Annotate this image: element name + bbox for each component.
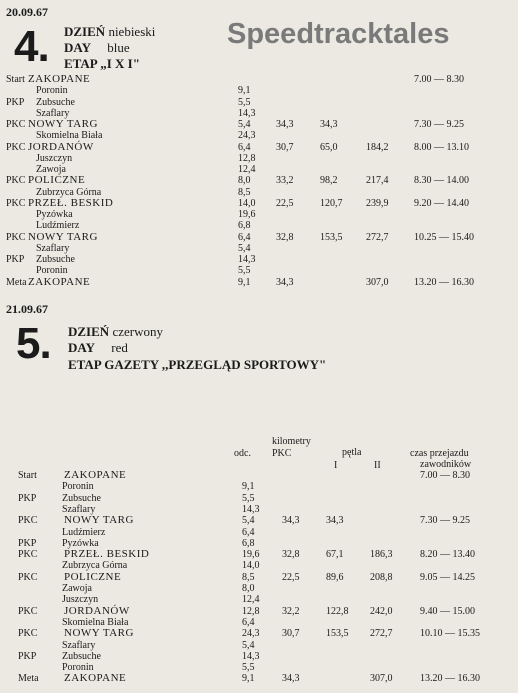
header-czas-1: czas przejazdu (410, 448, 469, 459)
row-label: PKP (18, 650, 37, 662)
place-name: PRZEŁ. BESKID (64, 548, 150, 561)
place-name: Skomielna Biała (62, 616, 129, 628)
table-row (0, 277, 518, 288)
loop-ii-distance: 307,0 (370, 673, 393, 685)
place-name: ZAKOPANE (64, 672, 127, 685)
loop-i-distance: 98,2 (320, 175, 338, 187)
table-row (0, 527, 518, 538)
stage4-line2-bold: DAY (64, 40, 91, 55)
segment-distance: 14,0 (238, 197, 256, 209)
loop-i-distance: 120,7 (320, 197, 343, 209)
stage5-line1-light: czerwony (112, 324, 163, 339)
segment-distance: 24,3 (242, 628, 260, 640)
table-row (0, 493, 518, 504)
table-row (0, 651, 518, 662)
table-row (0, 549, 518, 560)
table-row (0, 220, 518, 231)
place-name: Pyzówka (36, 209, 73, 220)
loop-ii-distance: 272,7 (370, 628, 393, 640)
time-window: 8.20 — 13.40 (420, 549, 475, 561)
row-label: Meta (6, 276, 27, 288)
segment-distance: 5,5 (242, 492, 255, 504)
header-pkc: PKC (272, 448, 292, 459)
time-window: 13.20 — 16.30 (414, 276, 474, 288)
segment-distance: 8,0 (242, 583, 255, 594)
loop-ii-distance: 184,2 (366, 141, 389, 153)
place-name: PRZEŁ. BESKID (28, 196, 114, 209)
stage5-line2 (68, 340, 128, 355)
place-name: Szaflary (62, 639, 96, 651)
loop-ii-distance: 242,0 (370, 605, 393, 617)
table-row (0, 470, 518, 481)
row-label: PKC (18, 571, 38, 583)
table-row (0, 515, 518, 526)
stage4-line1-bold: DZIEŃ (64, 24, 106, 39)
table-row (0, 187, 518, 198)
time-window: 9.20 — 14.40 (414, 197, 469, 209)
segment-distance: 9,1 (242, 481, 255, 493)
table-row (0, 74, 518, 85)
pkc-distance: 32,8 (276, 231, 294, 243)
row-label: Start (6, 74, 25, 85)
table-row (0, 560, 518, 571)
table-row (0, 97, 518, 108)
segment-distance: 14,3 (238, 254, 256, 265)
place-name: Skomielna Biała (36, 130, 103, 142)
loop-ii-distance: 272,7 (366, 231, 389, 243)
pkc-distance: 34,3 (276, 119, 294, 130)
segment-distance: 5,5 (238, 96, 251, 108)
stage5-date: 21.09.67 (6, 302, 48, 316)
segment-distance: 8,5 (238, 186, 251, 198)
place-name: NOWY TARG (64, 514, 134, 527)
segment-distance: 9,1 (242, 673, 255, 685)
table-row (0, 232, 518, 243)
pkc-distance: 33,2 (276, 175, 294, 187)
table-row (0, 130, 518, 141)
segment-distance: 6,4 (238, 231, 251, 243)
pkc-distance: 30,7 (276, 141, 294, 153)
pkc-distance: 34,3 (282, 515, 300, 527)
pkc-distance: 30,7 (282, 628, 300, 640)
segment-distance: 5,4 (242, 639, 255, 651)
place-name: Poronin (36, 85, 68, 97)
place-name: POLICZNE (28, 174, 86, 187)
table-row (0, 583, 518, 594)
stage4-line1-light: niebieski (108, 24, 156, 39)
time-window: 7.30 — 9.25 (420, 515, 470, 527)
table-row (0, 175, 518, 186)
place-name: Juszczyn (62, 594, 99, 606)
stage5-line1-bold: DZIEŃ (68, 324, 110, 339)
time-window: 8.30 — 14.00 (414, 175, 469, 187)
loop-i-distance: 34,3 (320, 119, 338, 130)
table-row (0, 142, 518, 153)
time-window: 10.10 — 15.35 (420, 628, 480, 640)
place-name: Zawoja (36, 164, 66, 175)
table-row (0, 265, 518, 276)
stage5-line3: ETAP GAZETY ,,PRZEGLĄD SPORTOWY" (68, 357, 327, 372)
stage4-line2 (64, 40, 130, 55)
time-window: 9.40 — 15.00 (420, 605, 475, 617)
loop-ii-distance: 307,0 (366, 276, 389, 288)
loop-i-distance: 34,3 (326, 515, 344, 527)
place-name: Pyzówka (62, 537, 99, 549)
place-name: Poronin (62, 662, 94, 674)
table-row (0, 481, 518, 492)
segment-distance: 24,3 (238, 130, 256, 142)
time-window: 9.05 — 14.25 (420, 571, 475, 583)
row-label: PKC (6, 141, 26, 153)
segment-distance: 9,1 (238, 276, 251, 288)
place-name: NOWY TARG (64, 627, 134, 640)
table-row (0, 572, 518, 583)
stage4-date: 20.09.67 (6, 5, 48, 19)
loop-i-distance: 67,1 (326, 549, 344, 561)
segment-distance: 19,6 (242, 549, 260, 561)
header-loop-ii: II (374, 460, 381, 471)
table-row (0, 628, 518, 639)
table-row (0, 85, 518, 96)
segment-distance: 6,4 (242, 526, 255, 538)
row-label: PKP (18, 492, 37, 504)
place-name: Zubrzyca Górna (62, 560, 128, 572)
loop-ii-distance: 239,9 (366, 197, 389, 209)
place-name: Zubsuche (62, 650, 101, 662)
loop-i-distance: 153,5 (320, 231, 343, 243)
table-row (0, 606, 518, 617)
stage4-number: 4. (14, 22, 49, 71)
segment-distance: 5,4 (238, 119, 251, 130)
loop-ii-distance: 186,3 (370, 549, 393, 561)
table-row (0, 119, 518, 130)
place-name: Zubsuche (36, 96, 75, 108)
time-window: 13.20 — 16.30 (420, 673, 480, 685)
table-row (0, 243, 518, 254)
segment-distance: 6,8 (238, 220, 251, 232)
stage4-line1 (64, 24, 155, 39)
segment-distance: 5,5 (238, 265, 251, 277)
row-label: PKP (6, 96, 25, 108)
loop-i-distance: 65,0 (320, 141, 338, 153)
stage5-line1 (68, 324, 163, 339)
segment-distance: 6,4 (242, 616, 255, 628)
row-label: Start (18, 470, 37, 481)
loop-i-distance: 122,8 (326, 605, 349, 617)
segment-distance: 12,4 (242, 594, 260, 606)
pkc-distance: 34,3 (276, 276, 294, 288)
place-name: NOWY TARG (28, 118, 98, 130)
segment-distance: 12,8 (238, 152, 256, 164)
segment-distance: 14,3 (242, 503, 260, 515)
place-name: Szaflary (36, 107, 70, 119)
segment-distance: 5,4 (238, 242, 251, 254)
header-petla: pętla (342, 447, 362, 458)
place-name: JORDANÓW (64, 604, 130, 617)
row-label: PKC (18, 605, 38, 617)
row-label: Meta (18, 673, 39, 685)
time-window: 7.30 — 9.25 (414, 119, 464, 130)
row-label: PKC (18, 515, 38, 527)
place-name: Zubsuche (62, 492, 101, 504)
time-window: 10.25 — 15.40 (414, 231, 474, 243)
header-czas-2: zawodników (420, 459, 472, 470)
row-label: PKC (6, 197, 26, 209)
place-name: Poronin (36, 265, 68, 277)
table-row (0, 254, 518, 265)
place-name: JORDANÓW (28, 140, 94, 153)
row-label: PKC (18, 549, 38, 561)
place-name: Ludźmierz (36, 220, 80, 232)
loop-i-distance: 153,5 (326, 628, 349, 640)
segment-distance: 12,8 (242, 605, 260, 617)
stage4-line2-light: blue (107, 40, 130, 55)
segment-distance: 19,6 (238, 209, 256, 220)
stage4-line3: ETAP „I X I" (64, 56, 140, 71)
pkc-distance: 32,2 (282, 605, 300, 617)
place-name: Poronin (62, 481, 94, 493)
segment-distance: 8,0 (238, 175, 251, 187)
table-row (0, 198, 518, 209)
row-label: PKP (6, 254, 25, 265)
stage5-number: 5. (16, 319, 51, 368)
segment-distance: 8,5 (242, 571, 255, 583)
place-name: NOWY TARG (28, 230, 98, 243)
segment-distance: 14,3 (238, 107, 256, 119)
pkc-distance: 22,5 (282, 571, 300, 583)
time-window: 7.00 — 8.30 (414, 74, 464, 85)
place-name: Zawoja (62, 583, 92, 594)
segment-distance: 6,4 (238, 141, 251, 153)
segment-distance: 9,1 (238, 85, 251, 97)
pkc-distance: 34,3 (282, 673, 300, 685)
segment-distance: 6,8 (242, 537, 255, 549)
place-name: Ludźmierz (62, 526, 106, 538)
place-name: ZAKOPANE (28, 73, 91, 85)
place-name: ZAKOPANE (28, 275, 91, 288)
table-row (0, 673, 518, 684)
table-row (0, 594, 518, 605)
place-name: POLICZNE (64, 570, 122, 583)
row-label: PKP (18, 537, 37, 549)
loop-ii-distance: 208,8 (370, 571, 393, 583)
place-name: Zubrzyca Górna (36, 186, 102, 198)
stage5-line2-bold: DAY (68, 340, 95, 355)
pkc-distance: 32,8 (282, 549, 300, 561)
place-name: Zubsuche (36, 254, 75, 265)
place-name: Szaflary (36, 242, 70, 254)
segment-distance: 14,0 (242, 560, 260, 572)
header-kilometry: kilometry (272, 436, 311, 447)
row-label: PKC (6, 231, 26, 243)
table-row (0, 153, 518, 164)
time-window: 8.00 — 13.10 (414, 141, 469, 153)
time-window: 7.00 — 8.30 (420, 470, 470, 481)
header-odc: odc. (234, 448, 251, 459)
loop-i-distance: 89,6 (326, 571, 344, 583)
row-label: PKC (18, 628, 38, 640)
table-row (0, 209, 518, 220)
watermark: Speedtracktales (227, 18, 450, 50)
stage5-line2-light: red (111, 340, 128, 355)
segment-distance: 5,5 (242, 662, 255, 674)
loop-ii-distance: 217,4 (366, 175, 389, 187)
segment-distance: 14,3 (242, 650, 260, 662)
table-row (0, 640, 518, 651)
pkc-distance: 22,5 (276, 197, 294, 209)
place-name: Juszczyn (36, 152, 73, 164)
segment-distance: 12,4 (238, 164, 256, 175)
segment-distance: 5,4 (242, 515, 255, 527)
row-label: PKC (6, 175, 26, 187)
header-loop-i: I (334, 460, 338, 471)
place-name: Szaflary (62, 503, 96, 515)
place-name: ZAKOPANE (64, 469, 127, 481)
row-label: PKC (6, 119, 26, 130)
